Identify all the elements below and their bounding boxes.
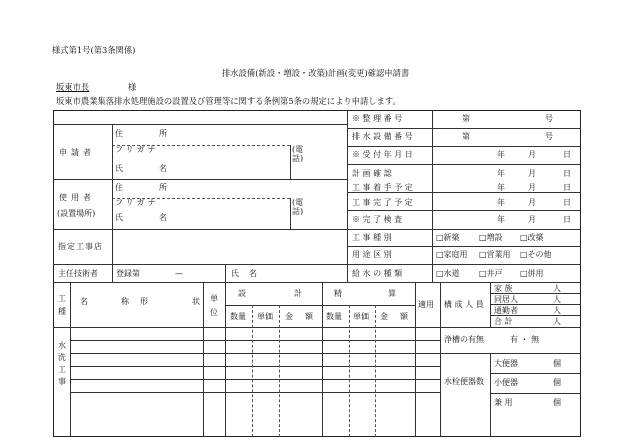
- designated-contractor-label: 指定工事店: [58, 242, 103, 251]
- applicant-name-label: 氏名: [115, 164, 203, 173]
- work-type-column-label: 工種: [58, 294, 66, 316]
- work-complete-label: 工 事 完 了 予 定: [352, 198, 413, 207]
- usage-business-checkbox[interactable]: □営業用: [479, 250, 511, 259]
- settlement-column-label: 精算: [334, 289, 442, 298]
- page-title: 排水設備(新設・増設・改築)計画(変更)確認申請書: [222, 68, 410, 78]
- settle-amount-label: 金額: [380, 312, 420, 321]
- applicant-address-label: 住所: [115, 129, 203, 138]
- user-address-label: 住所: [115, 183, 203, 192]
- apply-column-label: 適用: [418, 300, 434, 309]
- septic-tank-label: 浄槽の有無: [444, 335, 484, 344]
- usage-other-checkbox[interactable]: □その他: [520, 250, 552, 259]
- members-family-unit: 人: [553, 284, 561, 293]
- completion-inspection-label: ※ 完 了 検 査: [352, 215, 403, 224]
- work-start-label: 工 事 着 手 予 定: [352, 183, 413, 192]
- reference-number-suffix: 号: [545, 114, 553, 123]
- user-furigana-label: フリガナ: [115, 198, 159, 207]
- plan-confirm-day: 日: [563, 169, 571, 178]
- completion-inspection-year: 年: [497, 215, 505, 224]
- reference-number-label: ※ 整 理 番 号: [352, 114, 403, 123]
- toilet-shared-label: 兼 用: [494, 398, 513, 407]
- plan-confirm-label: 計 画 確 認: [352, 169, 392, 178]
- design-column-label: 設計: [238, 289, 350, 298]
- shape-column-label: 形: [140, 297, 148, 306]
- work-type-extend-checkbox[interactable]: □増設: [479, 233, 503, 242]
- receipt-date-month: 月: [528, 150, 536, 159]
- members-commuter-unit: 人: [553, 306, 561, 315]
- name-column-label-2: 称: [121, 297, 129, 306]
- name-column-label: 名: [80, 297, 88, 306]
- members-label: 構 成 人 員: [444, 300, 484, 309]
- chief-engineer-reg-prefix: 登録第: [116, 269, 140, 278]
- work-complete-year: 年: [497, 198, 505, 207]
- design-amount-label: 金額: [285, 312, 325, 321]
- drainage-number-suffix: 号: [545, 132, 553, 141]
- toilet-shared-unit: 個: [553, 398, 561, 407]
- toilet-count-label: 水栓便器数: [444, 377, 484, 386]
- receipt-date-year: 年: [497, 150, 505, 159]
- usage-label: 用 途 区 別: [352, 250, 392, 259]
- chief-engineer-name-label: 氏名: [231, 269, 267, 278]
- members-family-label: 家 族: [494, 284, 513, 293]
- members-total-label: 合 計: [494, 317, 513, 326]
- work-start-day: 日: [563, 183, 571, 192]
- water-supply-tap-checkbox[interactable]: □水道: [436, 269, 460, 278]
- toilet-small-unit: 個: [553, 378, 561, 387]
- user-sublabel: (設置場所): [57, 209, 96, 218]
- settle-qty-label: 数量: [326, 312, 342, 321]
- work-type-label: 工 事 種 別: [352, 233, 392, 242]
- user-label: 使用者: [59, 193, 95, 202]
- unit-column-label: 単位: [210, 294, 218, 317]
- applicant-phone-label: (電話): [292, 145, 304, 163]
- members-lodger-label: 同居人: [494, 295, 518, 304]
- form-split-line: [347, 110, 348, 282]
- chief-engineer-label: 主任技術者: [58, 269, 98, 278]
- drainage-number-label: 排 水 設 備 番 号: [352, 132, 413, 141]
- members-commuter-label: 通勤者: [494, 306, 518, 315]
- work-start-month: 月: [528, 183, 536, 192]
- user-name-label: 氏名: [115, 213, 203, 222]
- members-lodger-unit: 人: [553, 295, 561, 304]
- receipt-date-day: 日: [563, 150, 571, 159]
- form-number: 様式第1号(第3条関係): [52, 45, 136, 55]
- work-type-rebuild-checkbox[interactable]: □改築: [520, 233, 544, 242]
- toilet-large-label: 大便器: [494, 359, 518, 368]
- water-supply-combined-checkbox[interactable]: □併用: [520, 269, 544, 278]
- user-phone-label: (電話): [292, 198, 304, 216]
- work-complete-day: 日: [563, 198, 571, 207]
- chief-engineer-reg-dash: —: [175, 269, 183, 278]
- usage-home-checkbox[interactable]: □家庭用: [436, 250, 468, 259]
- applicant-label: 申請者: [59, 148, 95, 157]
- applicant-furigana-label: フリガナ: [115, 145, 159, 154]
- water-supply-label: 給 水 の 種 類: [352, 269, 403, 278]
- work-complete-month: 月: [528, 198, 536, 207]
- work-start-year: 年: [497, 183, 505, 192]
- plan-confirm-month: 月: [528, 169, 536, 178]
- drainage-number-prefix: 第: [462, 132, 470, 141]
- receipt-date-label: ※ 受 付 年 月 日: [352, 150, 413, 159]
- members-total-unit: 人: [553, 317, 561, 326]
- plan-confirm-year: 年: [497, 169, 505, 178]
- intro-text: 坂東市農業集落排水処理施設の設置及び管理等に関する条例第5条の規定により申請します。: [56, 96, 401, 106]
- toilet-large-unit: 個: [553, 359, 561, 368]
- septic-tank-value: 有 ・ 無: [510, 335, 540, 344]
- shape-column-label-2: 状: [192, 297, 200, 306]
- addressee-honorific: 様: [128, 82, 137, 92]
- design-unit-price-label: 単価: [257, 312, 273, 321]
- toilet-small-label: 小便器: [494, 378, 518, 387]
- settle-unit-price-label: 単価: [353, 312, 369, 321]
- completion-inspection-day: 日: [563, 215, 571, 224]
- design-qty-label: 数量: [230, 312, 246, 321]
- work-type-new-checkbox[interactable]: □新築: [436, 233, 460, 242]
- addressee: 坂東市長: [56, 82, 90, 92]
- water-supply-well-checkbox[interactable]: □井戸: [479, 269, 503, 278]
- flush-work-label: 水洗工事: [58, 341, 66, 386]
- completion-inspection-month: 月: [528, 215, 536, 224]
- reference-number-prefix: 第: [462, 114, 470, 123]
